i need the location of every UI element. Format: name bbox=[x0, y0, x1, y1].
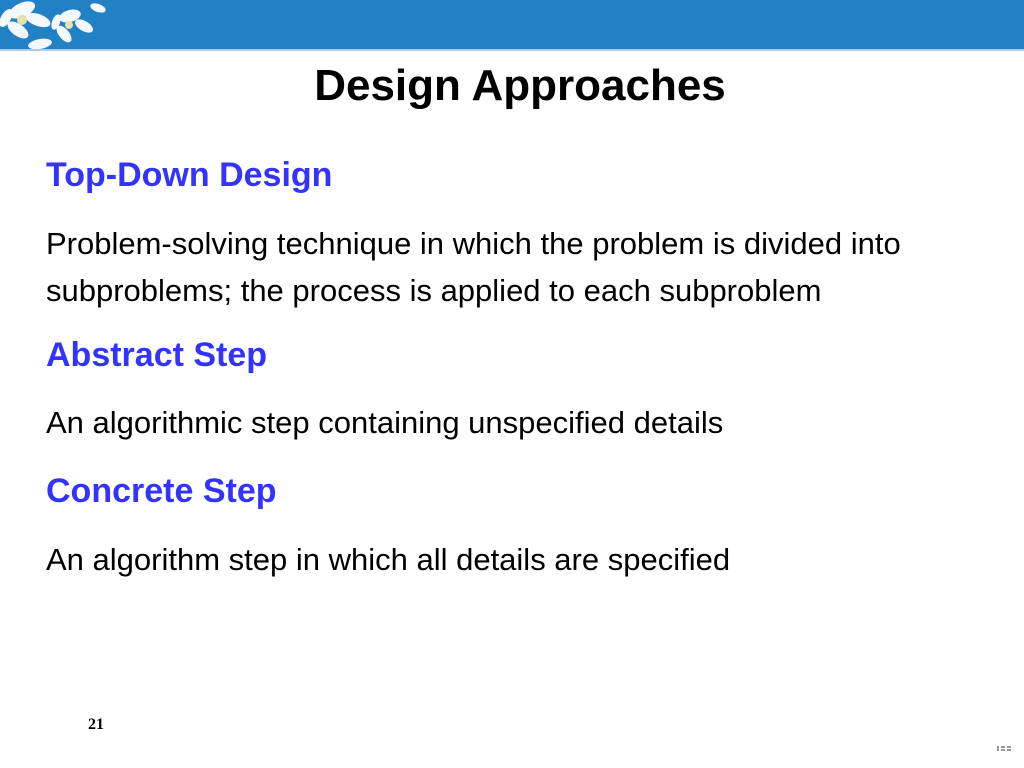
term-definition: Problem-solving technique in which the problem is divided into subproblems; the process is applied to each subproblem bbox=[46, 226, 901, 308]
page-number: 21 bbox=[88, 716, 104, 733]
header-divider bbox=[0, 49, 1024, 51]
white-flowers-icon bbox=[0, 0, 110, 50]
term-heading: Top-Down Design bbox=[46, 156, 333, 194]
term-heading: Abstract Step bbox=[46, 336, 268, 374]
header-band bbox=[0, 0, 1024, 50]
term-definition: An algorithm step in which all details are specified bbox=[46, 542, 731, 577]
definitions-list bbox=[46, 152, 966, 583]
slide-title: Design Approaches bbox=[314, 61, 726, 110]
term-heading: Concrete Step bbox=[46, 472, 277, 510]
term-definition: An algorithmic step containing unspecified details bbox=[46, 405, 724, 440]
corner-logo-icon bbox=[996, 744, 1012, 752]
